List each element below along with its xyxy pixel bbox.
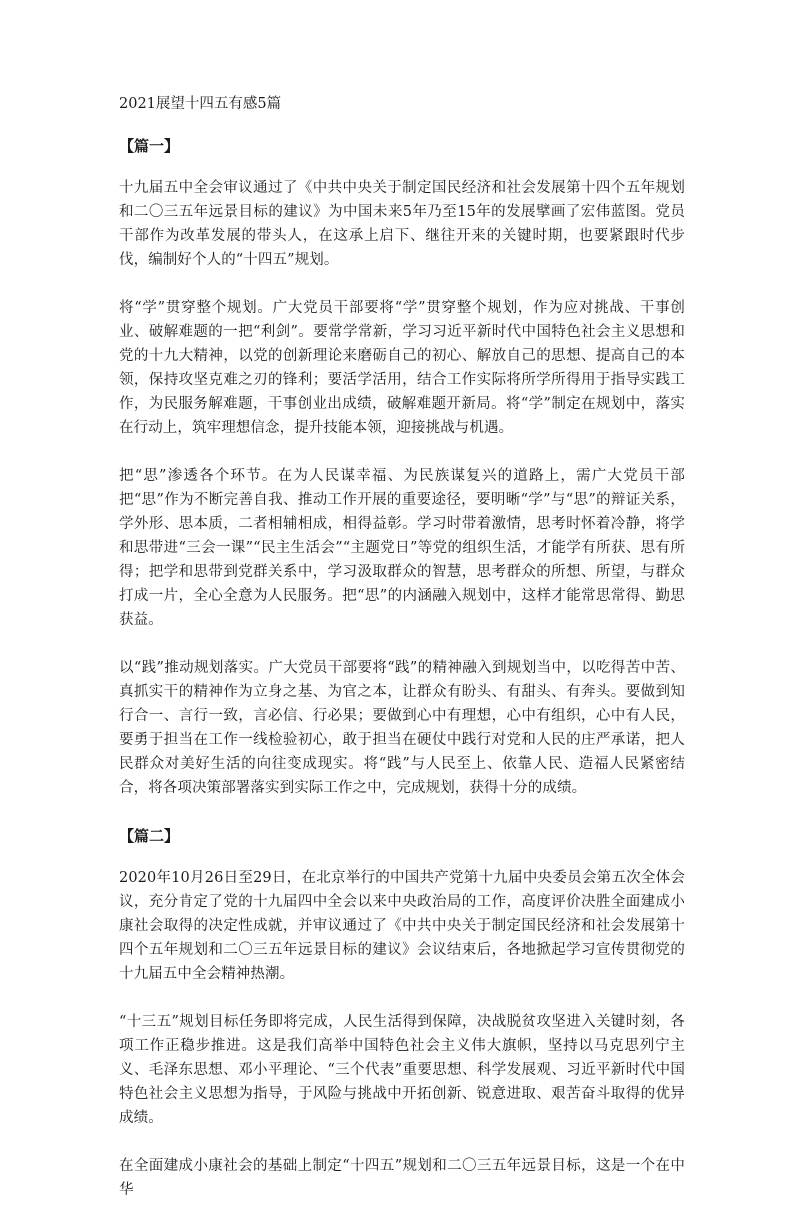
paragraph: 在全面建成小康社会的基础上制定“十四五”规划和二〇三五年远景目标，这是一个在中华: [119, 1158, 685, 1198]
paragraph: 十九届五中全会审议通过了《中共中央关于制定国民经济和社会发展第十四个五年规划和二〇三五年远景目标的建议》为中国未来5年乃至15年的发展擘画了宏伟蓝图。党员干部作为改革发展的带头人，在这承上启下、继往开来的关键时期，也要紧跟时代步伐，编制好个人的“十四五”规划。: [119, 180, 685, 268]
paragraph: 2020年10月26日至29日，在北京举行的中国共产党第十九届中央委员会第五次全体会议，充分肯定了党的十九届四中全会以来中央政治局的工作，高度评价决胜全面建成小康社会取得的决定性成就，并审议通过了《中共中央关于制定国民经济和社会发展第十四个五年规划和二〇三五年远景目标的建议》会议结束后，各地掀起学习宣传贯彻党的十九届五中全会精神热潮。: [119, 870, 685, 982]
document-title: 2021展望十四五有感5篇: [119, 96, 282, 112]
section-heading: 【篇一】: [119, 137, 180, 155]
paragraph: “十三五”规划目标任务即将完成，人民生活得到保障，决战脱贫攻坚进入关键时刻，各项工作正稳步推进。这是我们高举中国特色社会主义伟大旗帜，坚持以马克思列宁主义、毛泽东思想、邓小平理论、“三个代表”重要思想、科学发展观、习近平新时代中国特色社会主义思想为指导，于风险与挑战中开拓创新、锐意进取、艰苦奋斗取得的优异成绩。: [119, 1014, 685, 1126]
paragraph: 将“学”贯穿整个规划。广大党员干部要将“学”贯穿整个规划，作为应对挑战、干事创业、破解难题的一把“利剑”。要常学常新，学习习近平新时代中国特色社会主义思想和党的十九大精神，以党的创新理论来磨砺自己的初心、解放自己的思想、提高自己的本领，保持攻坚克难之刃的锋利；要活学活用，结合工作实际将所学所得用于指导实践工作，为民服务解难题，干事创业出成绩，破解难题开新局。将“学”制定在规划中，落实在行动上，筑牢理想信念，提升技能本领，迎接挑战与机遇。: [119, 300, 685, 436]
paragraph: 以“践”推动规划落实。广大党员干部要将“践”的精神融入到规划当中，以吃得苦中苦、真抓实干的精神作为立身之基、为官之本，让群众有盼头、有甜头、有奔头。要做到知行合一、言行一致，言必信、行必果；要做到心中有理想，心中有组织，心中有人民，要勇于担当在工作一线检验初心，敢于担当在硬仗中践行对党和人民的庄严承诺，把人民群众对美好生活的向往变成现实。将“践”与人民至上、依靠人民、造福人民紧密结合，将各项决策部署落实到实际工作之中，完成规划，获得十分的成绩。: [119, 660, 685, 796]
document-page: [119, 92, 685, 1226]
section-heading: 【篇二】: [119, 827, 180, 845]
paragraph: 把“思”渗透各个环节。在为人民谋幸福、为民族谋复兴的道路上，需广大党员干部把“思”作为不断完善自我、推动工作开展的重要途径，要明晰“学”与“思”的辩证关系，学外形、思本质，二者相辅相成，相得益彰。学习时带着激情，思考时怀着冷静，将学和思带进“三会一课”“民主生活会”“主题党日”等党的组织生活，才能学有所获、思有所得；把学和思带到党群关系中，学习汲取群众的智慧，思考群众的所想、所望，与群众打成一片，全心全意为人民服务。把“思”的内涵融入规划中，这样才能常思常得、勤思获益。: [119, 468, 685, 628]
